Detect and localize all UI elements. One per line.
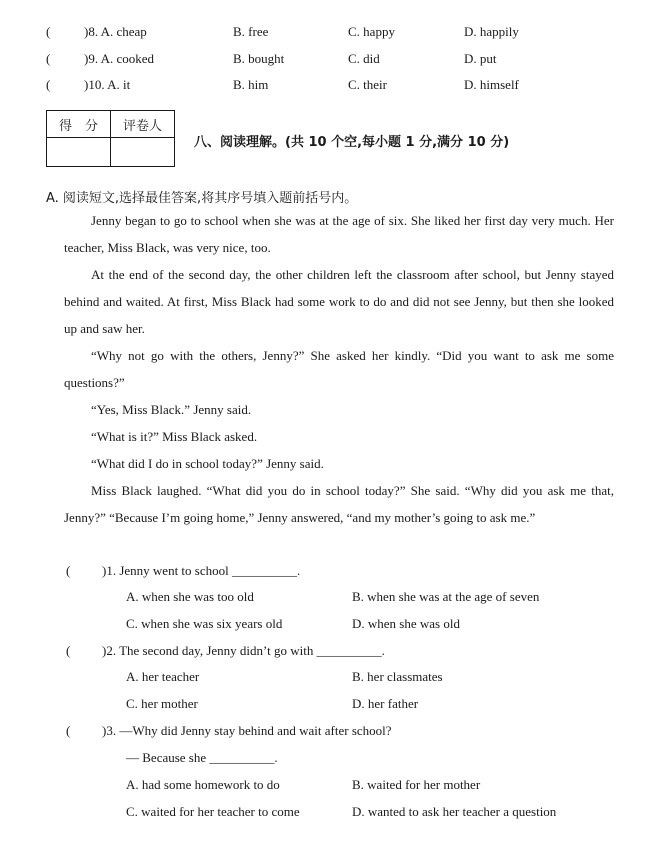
option-a: A. when she was too old: [126, 589, 254, 604]
option-d: D. himself: [464, 77, 519, 92]
option-b: B. waited for her mother: [352, 777, 481, 792]
score-cell: [47, 138, 111, 167]
option-c: C. waited for her teacher to come: [126, 804, 300, 819]
answer-paren: (: [66, 723, 71, 738]
answer-paren: (: [46, 51, 51, 66]
option-b: B. him: [233, 77, 269, 92]
question-2-stem: )2. The second day, Jenny didn’t go with __________.: [102, 643, 385, 658]
option-a: A. had some homework to do: [126, 777, 280, 792]
passage-paragraph: “Yes, Miss Black.” Jenny said.: [91, 402, 252, 417]
passage-paragraph: “What did I do in school today?” Jenny said.: [91, 456, 324, 471]
option-d: D. wanted to ask her teacher a question: [352, 804, 557, 819]
option-a: A. her teacher: [126, 669, 200, 684]
passage-paragraph: Miss Black laughed. “What did you do in school today?” She said. “Why did you ask me that, Jenny?” “Because I’m going home,” Jenny answered, “and my mother’s going to ask me.”: [64, 483, 614, 525]
option-b: B. when she was at the age of seven: [352, 589, 540, 604]
question-3-stem: )3. —Why did Jenny stay behind and wait after school?: [102, 723, 392, 738]
passage-paragraph: At the end of the second day, the other children left the classroom after school, but Jenny stayed behind and waited. At first, Miss Black had some work to do and did not see Jenny, but then she looked up and saw her.: [64, 267, 614, 336]
question-8-row: [0, 24, 672, 44]
grader-cell: [111, 138, 175, 167]
option-a: )10. A. it: [84, 77, 131, 92]
passage-paragraph: “What is it?” Miss Black asked.: [91, 429, 258, 444]
answer-paren: (: [66, 643, 71, 658]
passage-paragraph: Jenny began to go to school when she was at the age of six. She liked her first day very much. Her teacher, Miss Black, was very nice, too.: [64, 213, 614, 255]
option-a: )9. A. cooked: [84, 51, 155, 66]
option-b: B. bought: [233, 51, 285, 66]
answer-paren: (: [46, 24, 51, 39]
option-c: C. did: [348, 51, 380, 66]
option-d: D. put: [464, 51, 497, 66]
option-a: )8. A. cheap: [84, 24, 147, 39]
section-title: 八、阅读理解。(共 10 个空,每小题 1 分,满分 10 分): [194, 135, 510, 150]
option-c: C. their: [348, 77, 387, 92]
question-9-row: [0, 51, 672, 71]
question-1-stem: )1. Jenny went to school __________.: [102, 563, 301, 578]
option-d: D. happily: [464, 24, 519, 39]
instruction: A. 阅读短文,选择最佳答案,将其序号填入题前括号内。: [46, 191, 358, 206]
option-c: C. happy: [348, 24, 395, 39]
option-d: D. her father: [352, 696, 419, 711]
answer-paren: (: [46, 77, 51, 92]
question-10-row: [0, 77, 672, 97]
score-label: 得 分: [47, 111, 111, 138]
option-c: C. when she was six years old: [126, 616, 283, 631]
answer-paren: (: [66, 563, 71, 578]
passage-paragraph: “Why not go with the others, Jenny?” She asked her kindly. “Did you want to ask me some questions?”: [64, 348, 614, 390]
option-b: B. her classmates: [352, 669, 443, 684]
option-c: C. her mother: [126, 696, 198, 711]
grader-label: 评卷人: [111, 111, 175, 138]
score-box: [46, 110, 175, 167]
option-d: D. when she was old: [352, 616, 460, 631]
option-b: B. free: [233, 24, 269, 39]
question-3-answer-line: — Because she __________.: [126, 750, 278, 765]
